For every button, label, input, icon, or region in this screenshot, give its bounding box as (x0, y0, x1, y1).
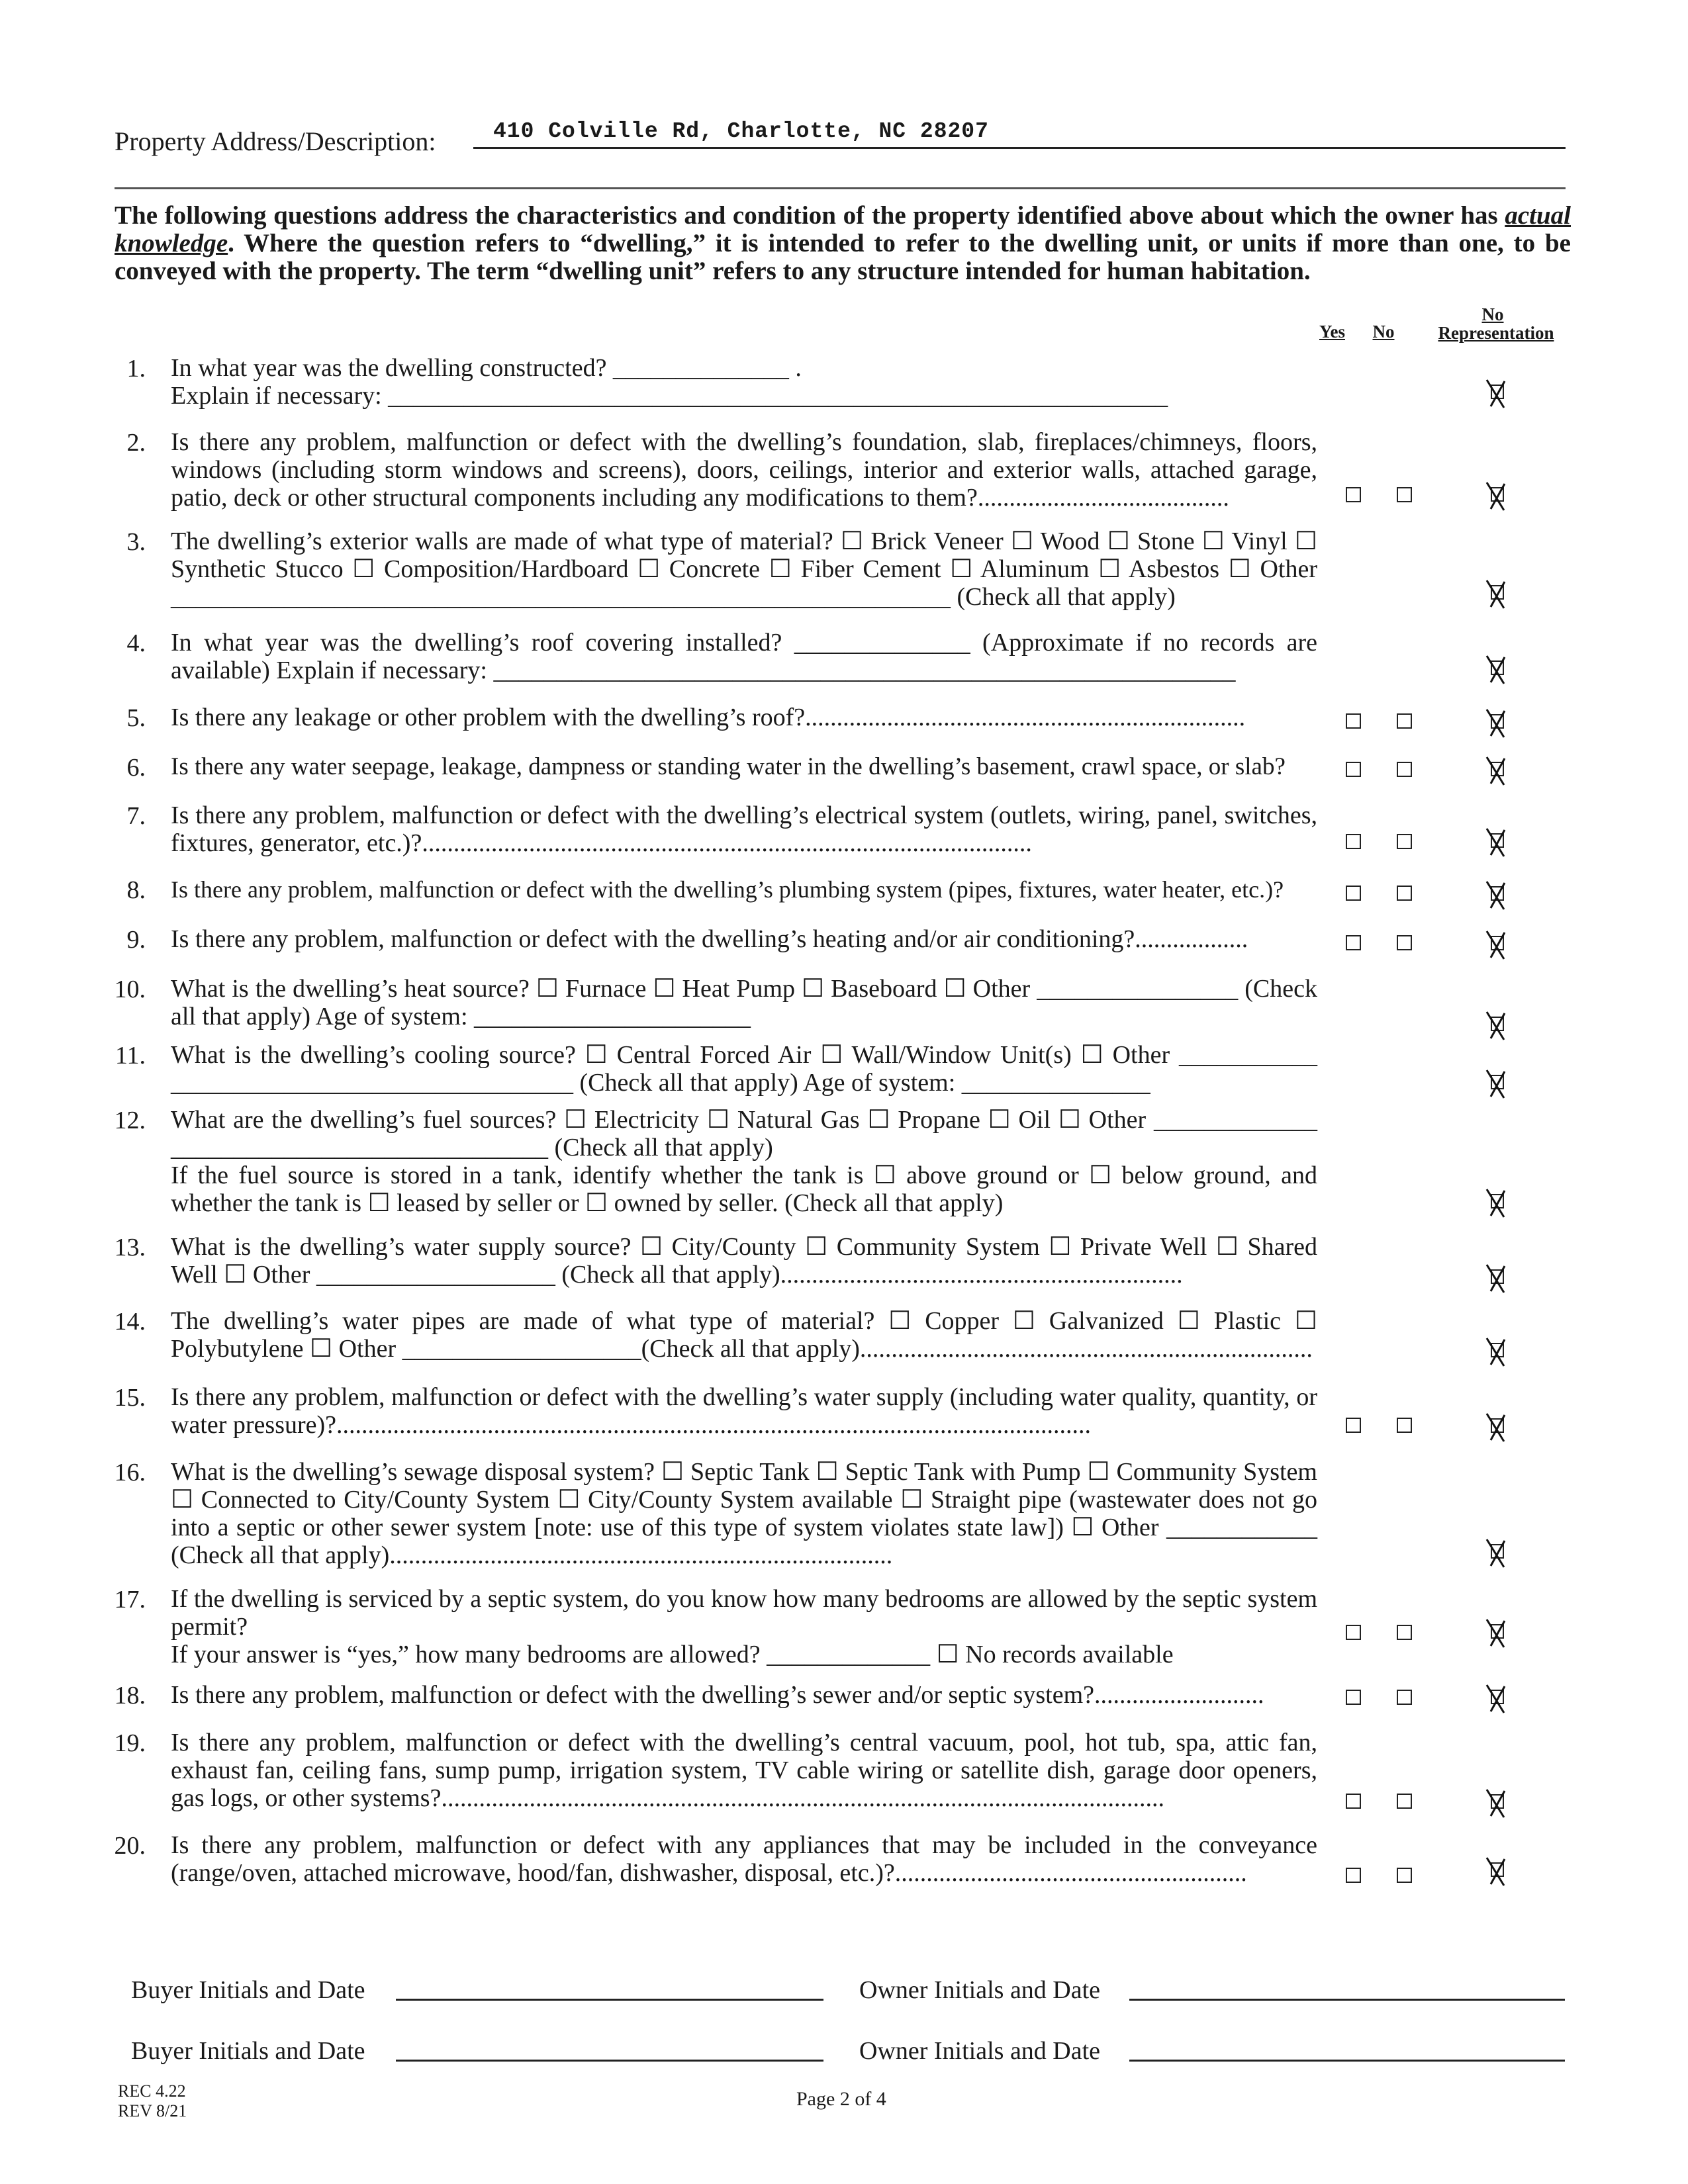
question-text: In what year was the dwelling’s roof covering installed? ______________ (Approximate if no records are available) Explain if necessary: ___________________________________________________________ (171, 629, 1317, 684)
question-number: 5. (126, 704, 146, 732)
question-number: 4. (126, 629, 146, 657)
question-text: In what year was the dwelling constructed? ______________ . Explain if necessary: ______________________________________________________________ (171, 354, 1168, 410)
q15-no-representation-mark[interactable] (1483, 1411, 1509, 1444)
buyer-initials-label: Buyer Initials and Date (131, 1976, 365, 2004)
question-text: What is the dwelling’s water supply source? ☐ City/County ☐ Community System ☐ Private Well ☐ Shared Well ☐ Other ___________________ (Check all that apply)................................................................ (171, 1233, 1317, 1289)
question-text: Is there any problem, malfunction or defect with the dwelling’s water supply (including water quality, quantity, or water pressure)?........................................................................................................................ (171, 1383, 1317, 1439)
question-text: What are the dwelling’s fuel sources? ☐ Electricity ☐ Natural Gas ☐ Propane ☐ Oil ☐ Other _____________ ______________________________ (Check all that apply) If the fuel source is stored in a tank, identify whether the tank is ☐ above ground or ☐ below ground, and whether the tank is ☐ leased by seller or ☐ owned by seller. (Check all that apply) (171, 1106, 1317, 1217)
question-number: 6. (126, 754, 146, 782)
question-number: 13. (114, 1234, 146, 1261)
q20-no-checkbox[interactable] (1397, 1868, 1412, 1883)
address-label: Property Address/Description: (115, 126, 436, 156)
q17-no-representation-mark[interactable] (1483, 1617, 1509, 1650)
q16-no-representation-mark[interactable] (1483, 1537, 1509, 1570)
actual-knowledge-emphasis: actual knowledge (115, 201, 1571, 257)
question-number: 9. (126, 926, 146, 954)
q19-no-representation-mark[interactable] (1483, 1787, 1509, 1820)
question-number: 14. (114, 1308, 146, 1336)
question-number: 2. (126, 429, 146, 457)
question-number: 8. (126, 876, 146, 904)
address-value[interactable]: 410 Colville Rd, Charlotte, NC 28207 (493, 119, 989, 144)
q11-no-representation-mark[interactable] (1483, 1068, 1509, 1101)
q5-no-representation-mark[interactable] (1483, 707, 1509, 740)
q7-no-checkbox[interactable] (1397, 834, 1412, 849)
question-text: Is there any problem, malfunction or defect with the dwelling’s plumbing system (pipes, fixtures, water heater, etc.)? (171, 876, 1284, 903)
q4-no-representation-mark[interactable] (1483, 653, 1509, 686)
q20-yes-checkbox[interactable] (1346, 1868, 1361, 1883)
question-text: What is the dwelling’s cooling source? ☐ Central Forced Air ☐ Wall/Window Unit(s) ☐ Other ___________ ________________________________ (Check all that apply) Age of system: _______________ (171, 1041, 1317, 1097)
question-text: Is there any problem, malfunction or defect with any appliances that may be included in the conveyance (range/oven, attached microwave, hood/fan, dishwasher, disposal, etc.)?........................................................ (171, 1831, 1317, 1887)
question-text: The dwelling’s water pipes are made of what type of material? ☐ Copper ☐ Galvanized ☐ Plastic ☐ Polybutylene ☐ Other ___________________(Check all that apply)........................................................................ (171, 1307, 1317, 1363)
q13-no-representation-mark[interactable] (1483, 1262, 1509, 1295)
owner-initials-label: Owner Initials and Date (859, 2037, 1101, 2065)
q5-no-checkbox[interactable] (1397, 713, 1412, 729)
q3-no-representation-mark[interactable] (1483, 578, 1509, 611)
q19-yes-checkbox[interactable] (1346, 1794, 1361, 1809)
question-number: 7. (126, 802, 146, 830)
owner-initials-line[interactable] (1129, 1999, 1565, 2001)
q8-yes-checkbox[interactable] (1346, 886, 1361, 901)
q17-no-checkbox[interactable] (1397, 1625, 1412, 1640)
q5-yes-checkbox[interactable] (1346, 713, 1361, 729)
question-text: The dwelling’s exterior walls are made of what type of material? ☐ Brick Veneer ☐ Wood ☐ Stone ☐ Vinyl ☐ Synthetic Stucco ☐ Composition/Hardboard ☐ Concrete ☐ Fiber Cement ☐ Aluminum ☐ Asbestos ☐ Other ______________________________________________________________ (Check all that apply) (171, 527, 1317, 611)
q8-no-representation-mark[interactable] (1483, 879, 1509, 912)
q6-yes-checkbox[interactable] (1346, 762, 1361, 777)
q2-no-representation-mark[interactable] (1483, 480, 1509, 513)
column-header-no-rep-line2: Representation (1438, 323, 1554, 343)
header-rule (115, 187, 1566, 189)
form-code: REC 4.22 (118, 2081, 186, 2101)
q1-no-representation-mark[interactable] (1483, 377, 1509, 410)
q7-no-representation-mark[interactable] (1483, 826, 1509, 859)
buyer-initials-line[interactable] (396, 2060, 823, 2062)
question-number: 12. (114, 1107, 146, 1134)
q12-no-representation-mark[interactable] (1483, 1187, 1509, 1220)
intro-paragraph: The following questions address the characteristics and condition of the property identified above about which the owner has actual knowledge. Where the question refers to “dwelling,” it is intended to refer to the dwelling unit, or units if more than one, to be conveyed with the property. The term “dwelling unit” refers to any structure intended for human habitation. (115, 201, 1571, 285)
question-number: 11. (115, 1042, 146, 1069)
page-number: Page 2 of 4 (796, 2088, 886, 2110)
question-text: Is there any problem, malfunction or defect with the dwelling’s electrical system (outlets, wiring, panel, switches, fixtures, generator, etc.)?................................................................................................. (171, 801, 1317, 857)
q18-yes-checkbox[interactable] (1346, 1690, 1361, 1705)
q6-no-checkbox[interactable] (1397, 762, 1412, 777)
question-text: What is the dwelling’s heat source? ☐ Furnace ☐ Heat Pump ☐ Baseboard ☐ Other ________________ (Check all that apply) Age of system: ______________________ (171, 975, 1317, 1030)
q18-no-representation-mark[interactable] (1483, 1682, 1509, 1715)
question-number: 19. (114, 1729, 146, 1757)
q18-no-checkbox[interactable] (1397, 1690, 1412, 1705)
question-text: Is there any problem, malfunction or defect with the dwelling’s central vacuum, pool, hot tub, spa, attic fan, exhaust fan, ceiling fans, sump pump, irrigation system, TV cable wiring or satellite dish, garage door openers, gas logs, or other systems?................................................................................................................... (171, 1729, 1317, 1812)
question-text: What is the dwelling’s sewage disposal system? ☐ Septic Tank ☐ Septic Tank with Pump ☐ Community System ☐ Connected to City/County System ☐ City/County System available ☐ Straight pipe (wastewater does not go into a septic or other sewer system [note: use of this type of system violates state law]) ☐ Other ____________ (Check all that apply)................................................................................ (171, 1458, 1317, 1569)
question-number: 17. (114, 1586, 146, 1614)
question-text: Is there any leakage or other problem with the dwelling’s roof?...................................................................... (171, 704, 1246, 731)
buyer-initials-line[interactable] (396, 1999, 823, 2001)
question-number: 20. (114, 1832, 146, 1860)
address-underline (473, 147, 1566, 149)
buyer-initials-label: Buyer Initials and Date (131, 2037, 365, 2065)
owner-initials-line[interactable] (1129, 2060, 1565, 2062)
q2-no-checkbox[interactable] (1397, 487, 1412, 502)
q7-yes-checkbox[interactable] (1346, 834, 1361, 849)
column-header-no: No (1372, 322, 1395, 341)
question-number: 16. (114, 1459, 146, 1486)
q17-yes-checkbox[interactable] (1346, 1625, 1361, 1640)
q9-yes-checkbox[interactable] (1346, 935, 1361, 950)
q15-yes-checkbox[interactable] (1346, 1418, 1361, 1433)
question-number: 18. (114, 1682, 146, 1709)
column-header-no-rep-line1: No (1481, 304, 1504, 324)
question-number: 1. (126, 355, 146, 383)
owner-initials-label: Owner Initials and Date (859, 1976, 1101, 2004)
form-revision: REV 8/21 (118, 2101, 187, 2120)
question-text: If the dwelling is serviced by a septic system, do you know how many bedrooms are allowed by the septic system permit? If your answer is “yes,” how many bedrooms are allowed? _____________ ☐ No records available (171, 1585, 1317, 1668)
q9-no-representation-mark[interactable] (1483, 929, 1509, 962)
q19-no-checkbox[interactable] (1397, 1794, 1412, 1809)
question-number: 3. (126, 528, 146, 556)
question-text: Is there any problem, malfunction or defect with the dwelling’s sewer and/or septic system?........................... (171, 1681, 1264, 1709)
q14-no-representation-mark[interactable] (1483, 1336, 1509, 1369)
q9-no-checkbox[interactable] (1397, 935, 1412, 950)
question-number: 10. (114, 976, 146, 1003)
column-header-yes: Yes (1319, 322, 1345, 341)
question-text: Is there any problem, malfunction or defect with the dwelling’s heating and/or air conditioning?.................. (171, 925, 1248, 953)
q6-no-representation-mark[interactable] (1483, 754, 1509, 788)
q20-no-representation-mark[interactable] (1483, 1855, 1509, 1888)
question-text: Is there any water seepage, leakage, dampness or standing water in the dwelling’s basement, crawl space, or slab? (171, 753, 1286, 780)
q2-yes-checkbox[interactable] (1346, 487, 1361, 502)
q15-no-checkbox[interactable] (1397, 1418, 1412, 1433)
question-text: Is there any problem, malfunction or defect with the dwelling’s foundation, slab, fireplaces/chimneys, floors, windows (including storm windows and screens), doors, ceilings, interior and exterior walls, attached garage, patio, deck or other structural components including any modifications to them?........................................ (171, 428, 1317, 512)
q10-no-representation-mark[interactable] (1483, 1009, 1509, 1042)
question-number: 15. (114, 1384, 146, 1412)
q8-no-checkbox[interactable] (1397, 886, 1412, 901)
